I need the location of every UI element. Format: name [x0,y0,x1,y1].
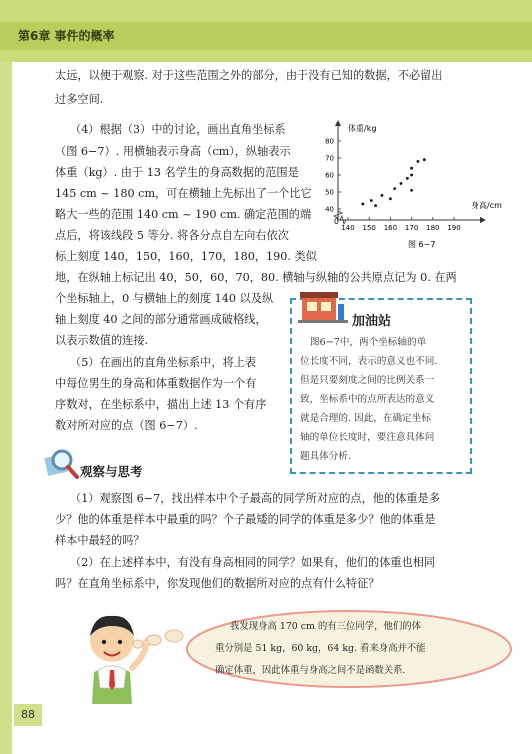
data-point [410,189,413,192]
chart-ticks [325,138,461,233]
figure-caption: 图 6−7 [408,240,436,249]
body-line: 轴上刻度 40 之间的部分通常画成破格线， [55,313,267,326]
x-tick-label: 150 [362,224,376,232]
y-axis-arrow [335,120,341,126]
data-point [423,158,426,161]
y-tick-label: 60 [325,171,334,180]
thought-dots [130,628,190,652]
tip-title: 加油站 [352,314,392,329]
bubble-line: 我发现身高 170 cm 的有三位同学，他们的体 [230,621,421,632]
data-point [410,167,413,170]
tip-line: 图6−7中，两个坐标轴的单 [310,337,427,348]
y-tick-label: 80 [325,137,334,146]
body-line: 数对所对应的点（图 6−7）. [55,419,198,432]
data-point [389,197,392,200]
data-point [393,187,396,190]
y-tick-label: 50 [325,188,334,197]
x-axis-label: 身高/cm [471,201,502,210]
tip-box [290,298,472,474]
data-point [374,204,377,207]
data-point [410,174,413,177]
tip-line: 题具体分析. [300,451,352,462]
body-line: 过多空间. [55,93,104,106]
observe-think-title: 观察与思考 [80,464,143,479]
tip-line: 位长度不同，表示的意义也不同. [300,356,438,367]
chapter-header [0,0,532,62]
tip-line: 致，坐标系中的点所表达的意义 [300,394,435,405]
body-line: 点后，将该线段 5 等分. 将各分点自左向右依次 [55,229,289,242]
y-tick-label: 40 [325,205,334,214]
observe-line: 吗？在直角坐标系中，你发现他们的数据所对应的点有什么特征？ [55,577,380,590]
body-line: （5）在画出的直角坐标系中，将上表 [70,356,257,369]
tip-line: 轴的单位长度时，要注意具体问 [300,432,435,443]
y-tick-label: 70 [325,154,334,163]
body-line: 以表示数值的连接. [55,334,149,347]
tip-line: 但是只要刻度之间的比例关系一 [300,375,435,386]
x-tick-label: 140 [341,224,355,232]
data-point [370,199,373,202]
left-margin-bar [0,62,12,754]
body-line: （图 6−7）. 用横轴表示身高（cm），纵轴表示 [55,145,291,158]
bubble-line: 重分别是 51 kg，60 kg，64 kg. 看来身高并不能 [215,643,426,654]
x-tick-label: 180 [426,224,440,232]
x-tick-label: 190 [447,224,461,232]
x-tick-label: 170 [404,224,419,232]
body-line: （4）根据（3）中的讨论，画出直角坐标系 [70,123,286,136]
data-point [406,177,409,180]
gas-station-icon [298,286,348,324]
data-point [400,182,403,185]
y-axis-label: 体重/kg [348,124,377,133]
data-point [381,194,384,197]
x-tick-label: 160 [383,224,398,232]
data-point [417,160,420,163]
observe-line: 少？他的体重是样本中最重的吗？个子最矮的同学的体重是多少？他的体重是 [55,513,436,526]
data-point [361,203,364,206]
body-line: 略大一些的范围 140 cm ~ 190 cm. 确定范围的端 [55,208,312,221]
bubble-line: 确定体重，因此体重与身高之间不是函数关系. [215,665,406,676]
x-axis-arrow [480,217,486,223]
magnifier-icon [44,446,80,482]
chart-axes [334,120,486,224]
origin-label: 0 [334,217,339,226]
body-line: 太远，以便于观察. 对于这些范围之外的部分，由于没有已知的数据，不必留出 [55,69,443,82]
body-line: 体重（kg）. 由于 13 名学生的身高数据的范围是 [55,166,299,179]
page-number: 88 [21,708,35,721]
chart-points [361,158,425,207]
observe-line: 样本中最轻的吗？ [55,534,145,547]
body-line: 标上刻度 140，150，160，170，180，190. 类似 [55,250,317,263]
observe-line: （1）观察图 6−7，找出样本中个子最高的同学所对应的点，他的体重是多 [70,492,440,505]
body-line: 序数对，在坐标系中，描出上述 13 个有序 [55,398,267,411]
scatter-chart [318,120,518,260]
body-line: 个坐标轴上，0 与横轴上的刻度 140 以及纵 [55,292,274,305]
body-line: 中每位男生的身高和体重数据作为一个有 [55,377,257,390]
chapter-title: 第6章 事件的概率 [18,29,115,43]
tip-line: 就是合理的. 因此，在确定坐标 [300,413,431,424]
body-line: 地，在纵轴上标记出 40，50，60，70，80. 横轴与纵轴的公共原点记为 0. 在两 [55,271,457,284]
observe-line: （2）在上述样本中，有没有身高相同的同学？如果有，他们的体重也相同 [70,556,436,569]
body-line: 145 cm ~ 180 cm，可在横轴上先标出了一个比它 [55,187,312,200]
boy-illustration [72,602,152,704]
